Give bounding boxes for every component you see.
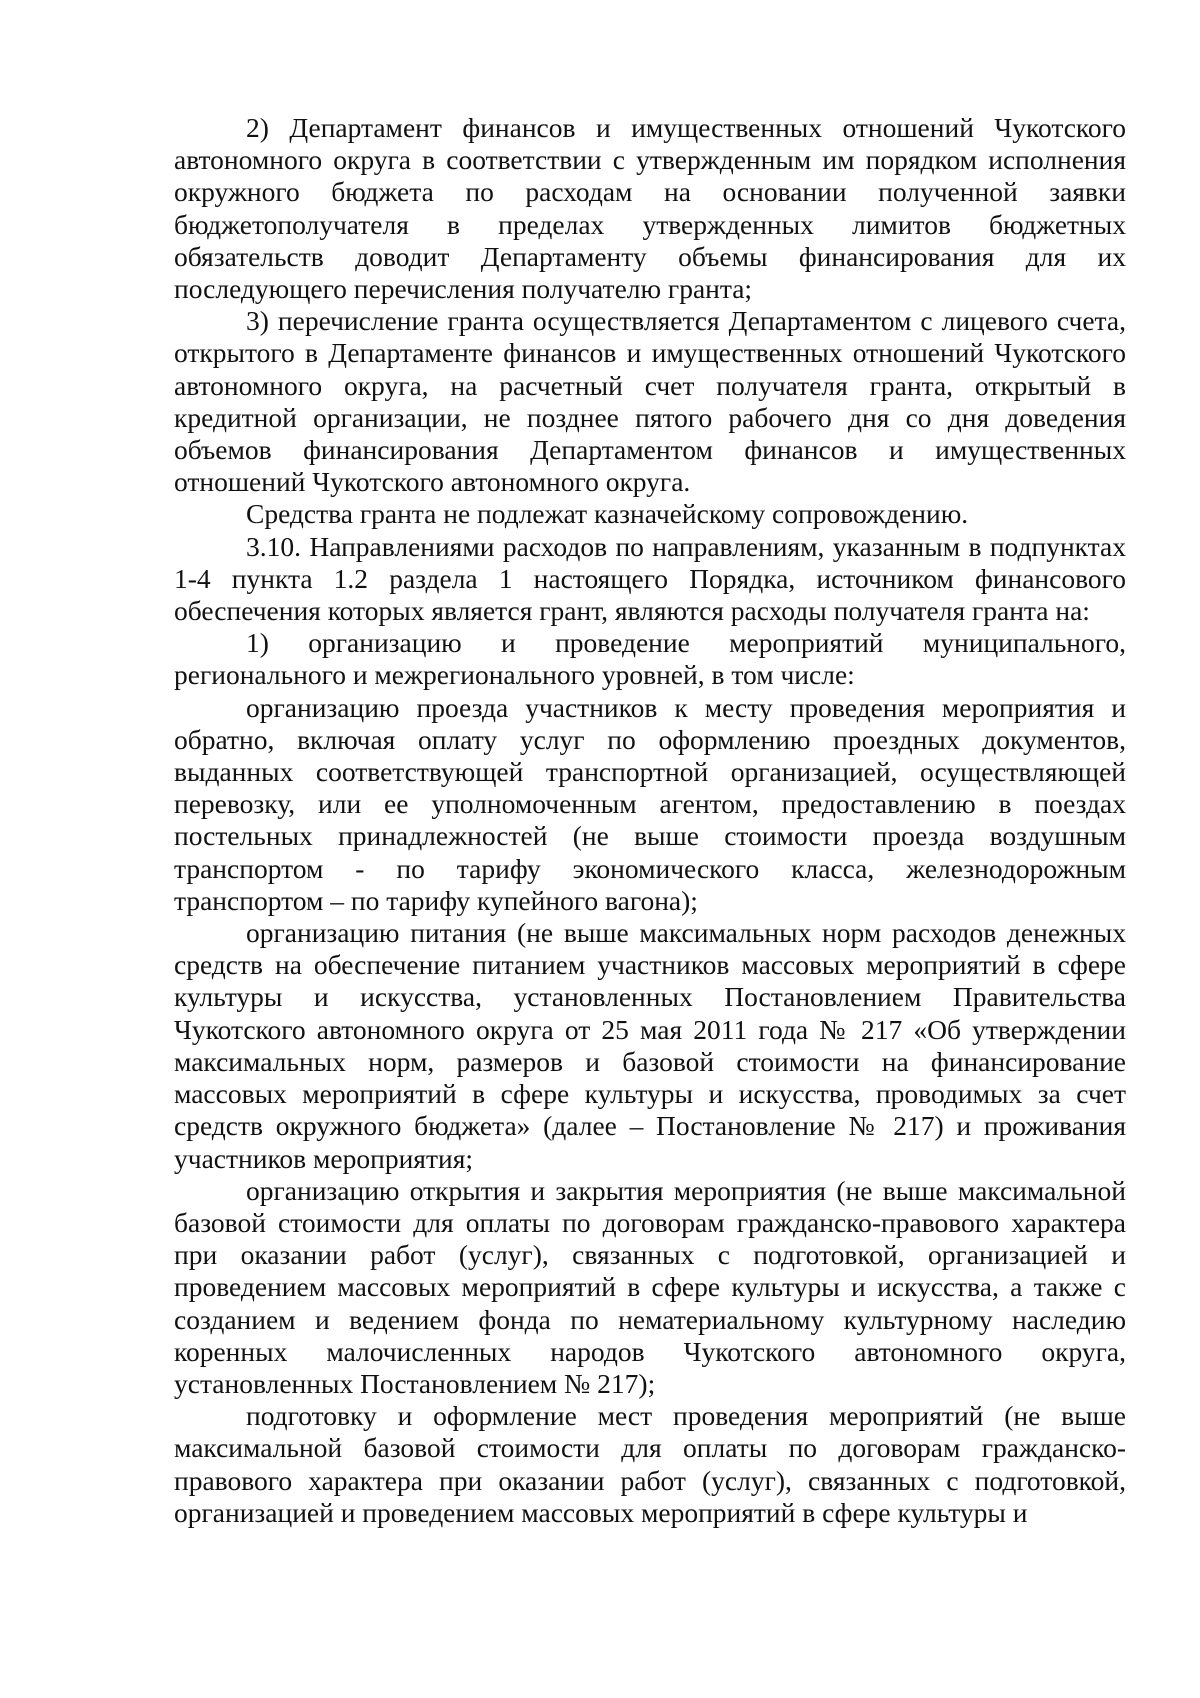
paragraph-9: подготовку и оформление мест проведения мероприятий (не выше максимальной базовой стоимости для оплаты по договорам гражданско-правового характера при оказании работ (услуг), связанных с подготовкой, организацией и проведением массовых мероприятий в сфере культуры и [174, 1400, 1126, 1528]
paragraph-8: организацию открытия и закрытия мероприятия (не выше максимальной базовой стоимости для оплаты по договорам гражданско-правового характера при оказании работ (услуг), связанных с подготовкой, организацией и проведением массовых мероприятий в сфере культуры и искусства, а также с созданием и ведением фонда по нематериальному культурному наследию коренных малочисленных народов Чукотского автономного округа, установленных Постановлением № 217); [174, 1174, 1126, 1399]
document-page [174, 112, 1126, 1529]
paragraph-5: 1) организацию и проведение мероприятий муниципального, регионального и межрегионального уровней, в том числе: [174, 627, 1126, 691]
paragraph-3: Средства гранта не подлежат казначейскому сопровождению. [246, 498, 969, 530]
paragraph-1: 2) Департамент финансов и имущественных отношений Чукотского автономного округа в соответствии с утвержденным им порядком исполнения окружного бюджета по расходам на основании полученной заявки бюджетополучателя в пределах утвержденных лимитов бюджетных обязательств доводит Департаменту объемы финансирования для их последующего перечисления получателю гранта; [174, 112, 1126, 305]
paragraph-7: организацию питания (не выше максимальных норм расходов денежных средств на обеспечение питанием участников массовых мероприятий в сфере культуры и искусства, установленных Постановлением Правительства Чукотского автономного округа от 25 мая 2011 года № 217 «Об утверждении максимальных норм, размеров и базовой стоимости на финансирование массовых мероприятий в сфере культуры и искусства, проводимых за счет средств окружного бюджета» (далее – Постановление № 217) и проживания участников мероприятия; [174, 917, 1126, 1174]
paragraph-4: 3.10. Направлениями расходов по направлениям, указанным в подпунктах 1-4 пункта 1.2 раздела 1 настоящего Порядка, источником финансового обеспечения которых является грант, являются расходы получателя гранта на: [174, 530, 1126, 627]
paragraph-6: организацию проезда участников к месту проведения мероприятия и обратно, включая оплату услуг по оформлению проездных документов, выданных соответствующей транспортной организацией, осуществляющей перевозку, или ее уполномоченным агентом, предоставлению в поездах постельных принадлежностей (не выше стоимости проезда воздушным транспортом - по тарифу экономического класса, железнодорожным транспортом – по тарифу купейного вагона); [174, 691, 1126, 916]
paragraph-2: 3) перечисление гранта осуществляется Департаментом с лицевого счета, открытого в Департаменте финансов и имущественных отношений Чукотского автономного округа, на расчетный счет получателя гранта, открытый в кредитной организации, не позднее пятого рабочего дня со дня доведения объемов финансирования Департаментом финансов и имущественных отношений Чукотского автономного округа. [174, 305, 1126, 498]
